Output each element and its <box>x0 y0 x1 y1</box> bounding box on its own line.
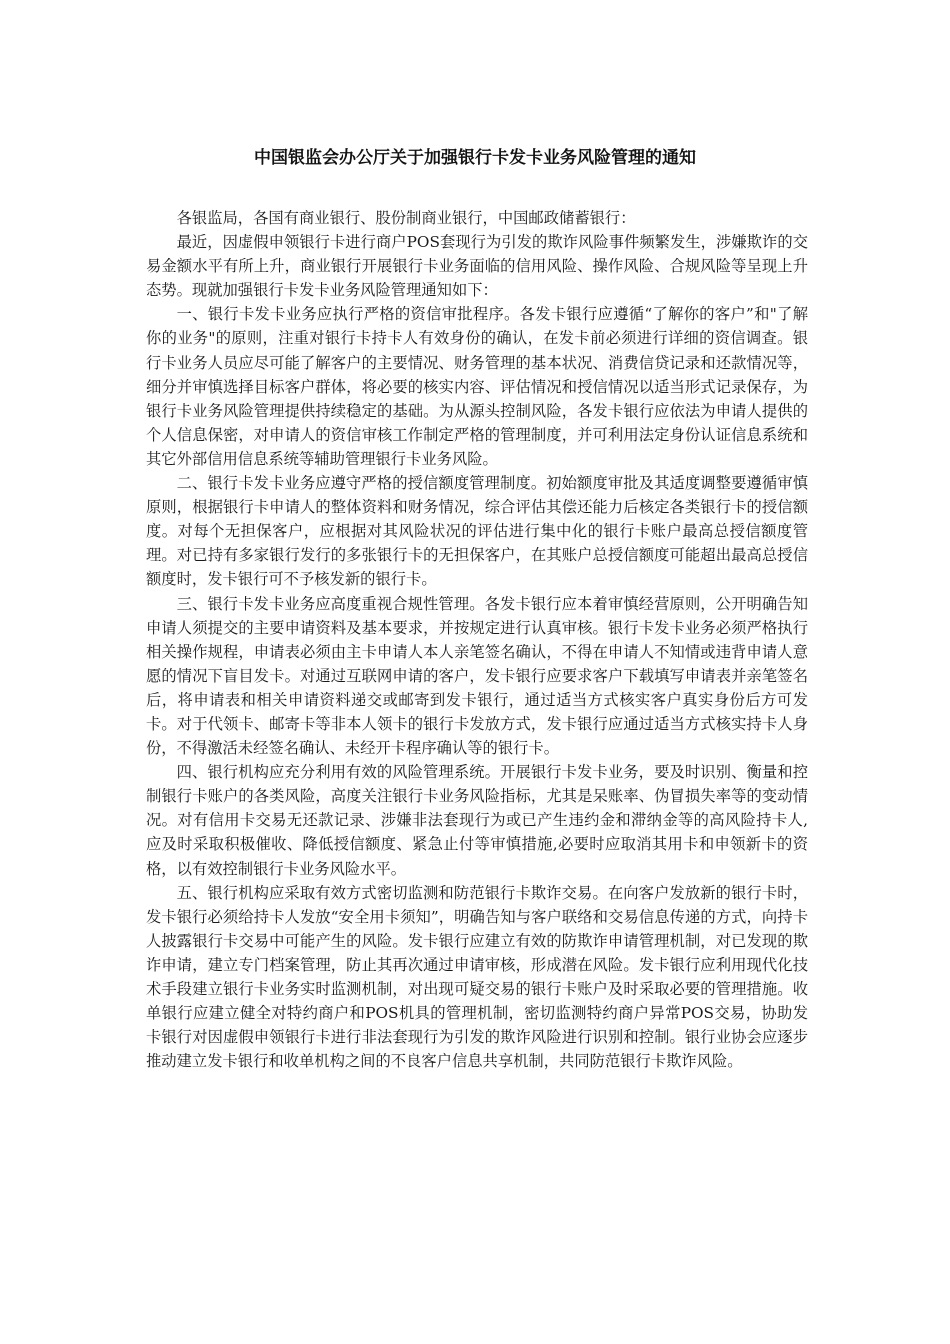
paragraph-3: 三、银行卡发卡业务应高度重视合规性管理。各发卡银行应本着审慎经营原则，公开明确告知申请人须提交的主要申请资料及基本要求，并按规定进行认真审核。银行卡发卡业务必须严格执行相关操作规程，申请表必须由主卡申请人本人亲笔签名确认，不得在申请人不知情或违背申请人意愿的情况下盲目发卡。对通过互联网申请的客户，发卡银行应要求客户下载填写申请表并亲笔签名后，将申请表和相关申请资料递交或邮寄到发卡银行，通过适当方式核实客户真实身份后方可发卡。对于代领卡、邮寄卡等非本人领卡的银行卡发放方式，发卡银行应通过适当方式核实持卡人身份，不得激活未经签名确认、未经开卡程序确认等的银行卡。 <box>146 594 808 758</box>
document-body <box>146 206 808 1073</box>
paragraph-4: 四、银行机构应充分利用有效的风险管理系统。开展银行卡发卡业务，要及时识别、衡量和控制银行卡账户的各类风险，高度关注银行卡业务风险指标，尤其是呆账率、伪冒损失率等的变动情况。对有信用卡交易无还款记录、涉嫌非法套现行为或已产生违约金和滞纳金等的高风险持卡人,应及时采取积极催收、降低授信额度、紧急止付等审慎措施,必要时应取消其用卡和申领新卡的资格，以有效控制银行卡业务风险水平。 <box>146 763 808 878</box>
document-title: 中国银监会办公厅关于加强银行卡发卡业务风险管理的通知 <box>254 148 696 168</box>
paragraph-intro: 最近，因虚假申领银行卡进行商户POS套现行为引发的欺诈风险事件频繁发生，涉嫌欺诈的交易金额水平有所上升，商业银行开展银行卡业务面临的信用风险、操作风险、合规风险等呈现上升态势。现就加强银行卡发卡业务风险管理通知如下： <box>146 233 808 300</box>
salutation: 各银监局，各国有商业银行、股份制商业银行，中国邮政储蓄银行： <box>176 209 636 227</box>
paragraph-5: 五、银行机构应采取有效方式密切监测和防范银行卡欺诈交易。在向客户发放新的银行卡时，发卡银行必须给持卡人发放“安全用卡须知”，明确告知与客户联络和交易信息传递的方式，向持卡人披露银行卡交易中可能产生的风险。发卡银行应建立有效的防欺诈申请管理机制，对已发现的欺诈申请，建立专门档案管理，防止其再次通过申请审核，形成潜在风险。发卡银行应利用现代化技术手段建立银行卡业务实时监测机制，对出现可疑交易的银行卡账户及时采取必要的管理措施。收单银行应建立健全对特约商户和POS机具的管理机制，密切监测特约商户异常POS交易，协助发卡银行对因虚假申领银行卡进行非法套现行为引发的欺诈风险进行识别和控制。银行业协会应逐步推动建立发卡银行和收单机构之间的不良客户信息共享机制，共同防范银行卡欺诈风险。 <box>146 883 808 1071</box>
paragraph-2: 二、银行卡发卡业务应遵守严格的授信额度管理制度。初始额度审批及其适度调整要遵循审慎原则，根据银行卡申请人的整体资料和财务情况，综合评估其偿还能力后核定各类银行卡的授信额度。对每个无担保客户，应根据对其风险状况的评估进行集中化的银行卡账户最高总授信额度管理。对已持有多家银行发行的多张银行卡的无担保客户，在其账户总授信额度可能超出最高总授信额度时，发卡银行可不予核发新的银行卡。 <box>146 474 808 589</box>
paragraph-1: 一、银行卡发卡业务应执行严格的资信审批程序。各发卡银行应遵循“了解你的客户”和"了解你的业务"的原则，注重对银行卡持卡人有效身份的确认，在发卡前必须进行详细的资信调查。银行卡业务人员应尽可能了解客户的主要情况、财务管理的基本状况、消费信贷记录和还款情况等，细分并审慎选择目标客户群体，将必要的核实内容、评估情况和授信情况以适当形式记录保存，为银行卡业务风险管理提供持续稳定的基础。为从源头控制风险，各发卡银行应依法为申请人提供的个人信息保密，对申请人的资信审核工作制定严格的管理制度，并可利用法定身份认证信息系统和其它外部信用信息系统等辅助管理银行卡业务风险。 <box>146 305 808 468</box>
